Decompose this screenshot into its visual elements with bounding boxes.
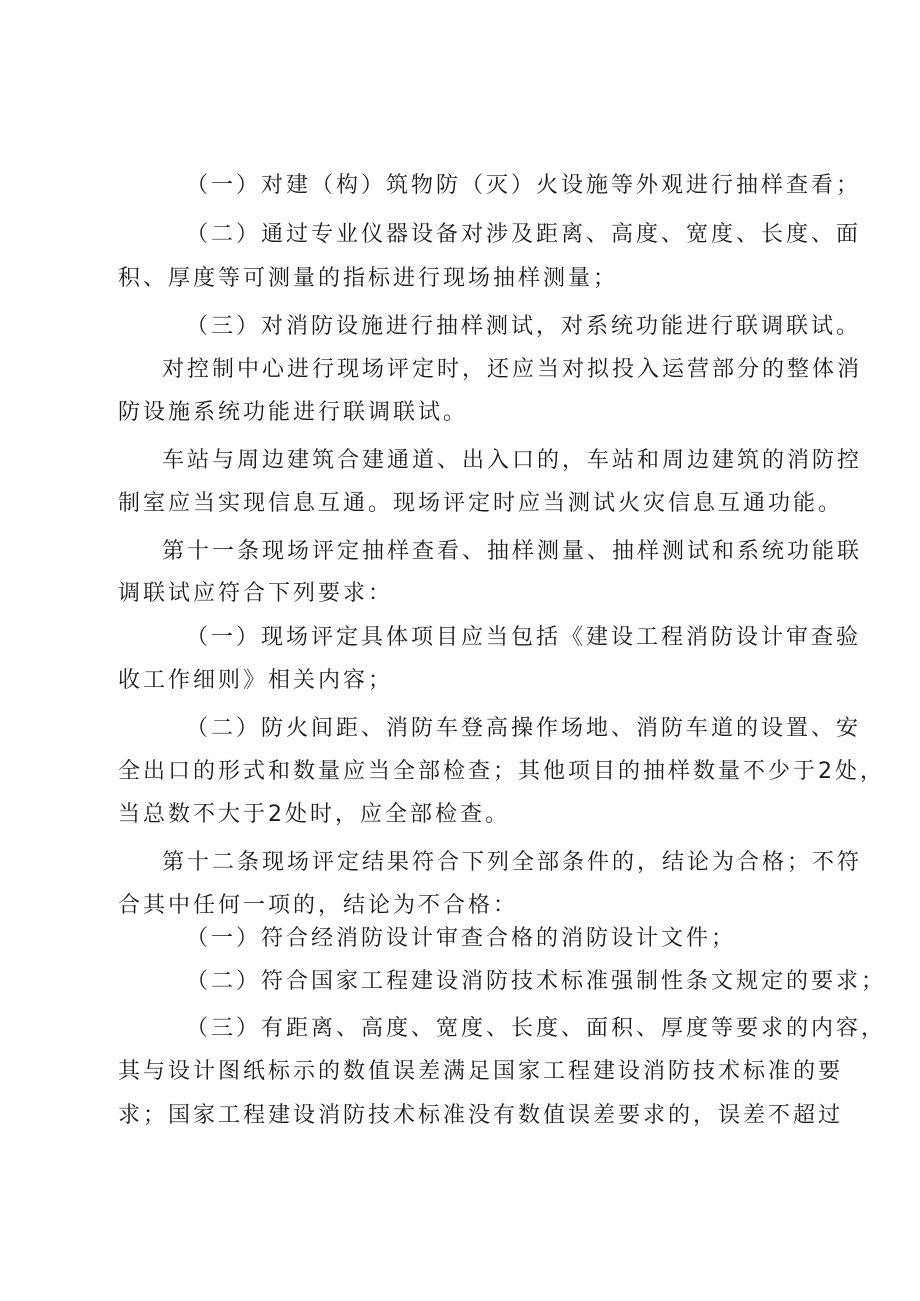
paragraph-line: （二）符合国家工程建设消防技术标准强制性条文规定的要求； bbox=[186, 969, 887, 994]
paragraph-line: 全出口的形式和数量应当全部检查；其他项目的抽样数量不少于2处， bbox=[118, 759, 885, 784]
paragraph-line: 收工作细则》相关内容； bbox=[118, 668, 394, 693]
paragraph-line: 第十二条现场评定结果符合下列全部条件的，结论为合格；不符 bbox=[162, 850, 863, 875]
paragraph-line: 车站与周边建筑合建通道、出入口的，车站和周边建筑的消防控 bbox=[162, 448, 863, 473]
paragraph-line: （一）符合经消防设计审查合格的消防设计文件； bbox=[186, 926, 737, 951]
paragraph-line: 求；国家工程建设消防技术标准没有数值误差要求的，误差不超过 bbox=[118, 1103, 844, 1128]
paragraph-line: （二）通过专业仪器设备对涉及距离、高度、宽度、长度、面 bbox=[186, 222, 862, 247]
paragraph-line: 防设施系统功能进行联调联试。 bbox=[118, 400, 469, 425]
paragraph-line: 当总数不大于2处时，应全部检查。 bbox=[118, 802, 510, 827]
paragraph-line: （一）对建（构）筑物防（灭）火设施等外观进行抽样查看； bbox=[186, 173, 862, 198]
paragraph-line: 第十一条现场评定抽样查看、抽样测量、抽样测试和系统功能联 bbox=[162, 539, 863, 564]
paragraph-line: （三）对消防设施进行抽样测试，对系统功能进行联调联试。 bbox=[186, 314, 862, 339]
paragraph-line: 合其中任何一项的，结论为不合格： bbox=[118, 893, 519, 918]
paragraph-line: 其与设计图纸标示的数值误差满足国家工程建设消防技术标准的要 bbox=[118, 1059, 844, 1084]
paragraph-line: （二）防火间距、消防车登高操作场地、消防车道的设置、安 bbox=[186, 716, 862, 741]
paragraph-line: （一）现场评定具体项目应当包括《建设工程消防设计审查验 bbox=[186, 625, 862, 650]
paragraph-line: 制室应当实现信息互通。现场评定时应当测试火灾信息互通功能。 bbox=[118, 491, 844, 516]
paragraph-line: （三）有距离、高度、宽度、长度、面积、厚度等要求的内容， bbox=[186, 1016, 887, 1041]
paragraph-line: 积、厚度等可测量的指标进行现场抽样测量； bbox=[118, 266, 619, 291]
paragraph-line: 对控制中心进行现场评定时，还应当对拟投入运营部分的整体消 bbox=[162, 357, 863, 382]
paragraph-line: 调联试应符合下列要求： bbox=[118, 581, 394, 606]
